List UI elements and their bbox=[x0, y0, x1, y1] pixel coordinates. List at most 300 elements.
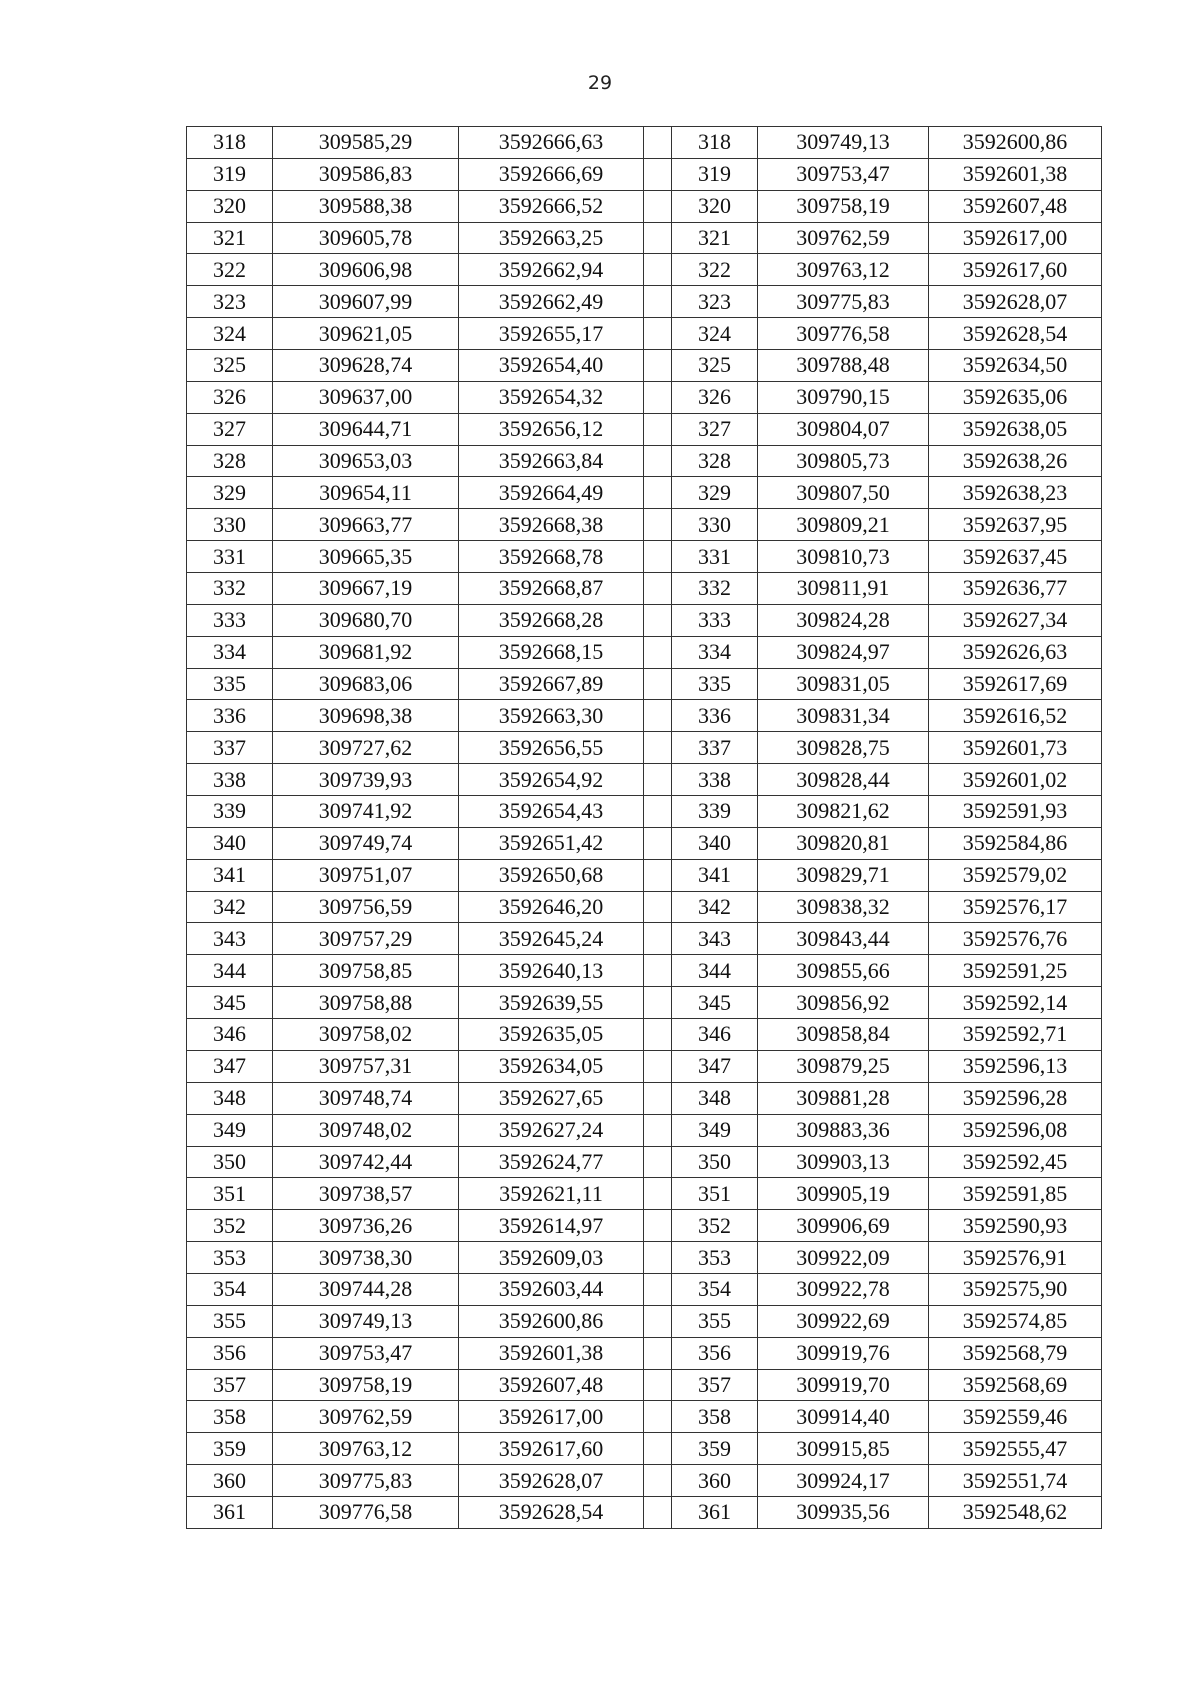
left-point-number: 357 bbox=[187, 1369, 273, 1401]
right-point-number: 328 bbox=[672, 445, 758, 477]
table-row bbox=[187, 254, 1102, 286]
right-y-coordinate: 3592584,86 bbox=[929, 827, 1102, 859]
left-point-number: 327 bbox=[187, 413, 273, 445]
coordinates-table bbox=[186, 126, 1102, 1529]
left-y-coordinate: 3592654,92 bbox=[459, 764, 644, 796]
right-point-number: 361 bbox=[672, 1496, 758, 1528]
table-row bbox=[187, 158, 1102, 190]
spacer-cell bbox=[644, 413, 672, 445]
left-y-coordinate: 3592621,11 bbox=[459, 1178, 644, 1210]
right-x-coordinate: 309805,73 bbox=[758, 445, 929, 477]
left-x-coordinate: 309637,00 bbox=[273, 381, 459, 413]
spacer-cell bbox=[644, 254, 672, 286]
spacer-cell bbox=[644, 1401, 672, 1433]
left-x-coordinate: 309758,88 bbox=[273, 987, 459, 1019]
right-x-coordinate: 309821,62 bbox=[758, 796, 929, 828]
right-point-number: 358 bbox=[672, 1401, 758, 1433]
table-row bbox=[187, 286, 1102, 318]
left-x-coordinate: 309585,29 bbox=[273, 127, 459, 159]
left-x-coordinate: 309762,59 bbox=[273, 1401, 459, 1433]
right-y-coordinate: 3592616,52 bbox=[929, 700, 1102, 732]
spacer-cell bbox=[644, 573, 672, 605]
left-x-coordinate: 309698,38 bbox=[273, 700, 459, 732]
left-point-number: 341 bbox=[187, 859, 273, 891]
right-x-coordinate: 309810,73 bbox=[758, 541, 929, 573]
left-y-coordinate: 3592639,55 bbox=[459, 987, 644, 1019]
right-x-coordinate: 309858,84 bbox=[758, 1019, 929, 1051]
left-x-coordinate: 309748,02 bbox=[273, 1114, 459, 1146]
spacer-cell bbox=[644, 158, 672, 190]
left-y-coordinate: 3592627,24 bbox=[459, 1114, 644, 1146]
table-row bbox=[187, 859, 1102, 891]
right-y-coordinate: 3592591,25 bbox=[929, 955, 1102, 987]
left-x-coordinate: 309738,30 bbox=[273, 1242, 459, 1274]
right-y-coordinate: 3592596,28 bbox=[929, 1082, 1102, 1114]
left-y-coordinate: 3592663,30 bbox=[459, 700, 644, 732]
right-x-coordinate: 309922,69 bbox=[758, 1305, 929, 1337]
left-x-coordinate: 309742,44 bbox=[273, 1146, 459, 1178]
right-y-coordinate: 3592591,93 bbox=[929, 796, 1102, 828]
left-x-coordinate: 309736,26 bbox=[273, 1210, 459, 1242]
table-row bbox=[187, 541, 1102, 573]
right-y-coordinate: 3592635,06 bbox=[929, 381, 1102, 413]
right-point-number: 337 bbox=[672, 732, 758, 764]
right-y-coordinate: 3592568,79 bbox=[929, 1337, 1102, 1369]
right-point-number: 335 bbox=[672, 668, 758, 700]
spacer-cell bbox=[644, 286, 672, 318]
left-point-number: 334 bbox=[187, 636, 273, 668]
right-y-coordinate: 3592579,02 bbox=[929, 859, 1102, 891]
left-x-coordinate: 309654,11 bbox=[273, 477, 459, 509]
spacer-cell bbox=[644, 381, 672, 413]
spacer-cell bbox=[644, 190, 672, 222]
table-row bbox=[187, 1369, 1102, 1401]
left-x-coordinate: 309751,07 bbox=[273, 859, 459, 891]
left-y-coordinate: 3592668,78 bbox=[459, 541, 644, 573]
table-row bbox=[187, 190, 1102, 222]
left-point-number: 319 bbox=[187, 158, 273, 190]
left-x-coordinate: 309665,35 bbox=[273, 541, 459, 573]
right-y-coordinate: 3592617,00 bbox=[929, 222, 1102, 254]
table-row bbox=[187, 1273, 1102, 1305]
table-row bbox=[187, 573, 1102, 605]
left-y-coordinate: 3592662,94 bbox=[459, 254, 644, 286]
right-point-number: 342 bbox=[672, 891, 758, 923]
table-row bbox=[187, 1305, 1102, 1337]
right-x-coordinate: 309762,59 bbox=[758, 222, 929, 254]
left-x-coordinate: 309681,92 bbox=[273, 636, 459, 668]
table-row bbox=[187, 604, 1102, 636]
right-y-coordinate: 3592617,60 bbox=[929, 254, 1102, 286]
left-point-number: 340 bbox=[187, 827, 273, 859]
right-y-coordinate: 3592601,38 bbox=[929, 158, 1102, 190]
table-row bbox=[187, 764, 1102, 796]
left-point-number: 359 bbox=[187, 1433, 273, 1465]
spacer-cell bbox=[644, 1146, 672, 1178]
left-point-number: 361 bbox=[187, 1496, 273, 1528]
left-y-coordinate: 3592645,24 bbox=[459, 923, 644, 955]
left-y-coordinate: 3592655,17 bbox=[459, 318, 644, 350]
right-x-coordinate: 309790,15 bbox=[758, 381, 929, 413]
right-y-coordinate: 3592548,62 bbox=[929, 1496, 1102, 1528]
right-x-coordinate: 309914,40 bbox=[758, 1401, 929, 1433]
right-point-number: 351 bbox=[672, 1178, 758, 1210]
spacer-cell bbox=[644, 604, 672, 636]
left-y-coordinate: 3592617,00 bbox=[459, 1401, 644, 1433]
spacer-cell bbox=[644, 127, 672, 159]
right-y-coordinate: 3592596,13 bbox=[929, 1050, 1102, 1082]
left-y-coordinate: 3592654,40 bbox=[459, 350, 644, 382]
right-point-number: 353 bbox=[672, 1242, 758, 1274]
spacer-cell bbox=[644, 923, 672, 955]
left-point-number: 339 bbox=[187, 796, 273, 828]
right-y-coordinate: 3592576,91 bbox=[929, 1242, 1102, 1274]
spacer-cell bbox=[644, 1496, 672, 1528]
left-x-coordinate: 309744,28 bbox=[273, 1273, 459, 1305]
right-point-number: 339 bbox=[672, 796, 758, 828]
right-x-coordinate: 309824,97 bbox=[758, 636, 929, 668]
right-point-number: 321 bbox=[672, 222, 758, 254]
left-point-number: 350 bbox=[187, 1146, 273, 1178]
spacer-cell bbox=[644, 1178, 672, 1210]
right-x-coordinate: 309922,09 bbox=[758, 1242, 929, 1274]
left-x-coordinate: 309763,12 bbox=[273, 1433, 459, 1465]
left-point-number: 353 bbox=[187, 1242, 273, 1274]
right-x-coordinate: 309922,78 bbox=[758, 1273, 929, 1305]
left-point-number: 348 bbox=[187, 1082, 273, 1114]
table-row bbox=[187, 1178, 1102, 1210]
table-row bbox=[187, 1082, 1102, 1114]
spacer-cell bbox=[644, 636, 672, 668]
table-row bbox=[187, 987, 1102, 1019]
left-y-coordinate: 3592609,03 bbox=[459, 1242, 644, 1274]
right-y-coordinate: 3592574,85 bbox=[929, 1305, 1102, 1337]
table-row bbox=[187, 668, 1102, 700]
left-point-number: 328 bbox=[187, 445, 273, 477]
right-y-coordinate: 3592591,85 bbox=[929, 1178, 1102, 1210]
spacer-cell bbox=[644, 1337, 672, 1369]
table-row bbox=[187, 1050, 1102, 1082]
spacer-cell bbox=[644, 477, 672, 509]
spacer-cell bbox=[644, 1019, 672, 1051]
table-row bbox=[187, 509, 1102, 541]
left-x-coordinate: 309775,83 bbox=[273, 1465, 459, 1497]
right-point-number: 360 bbox=[672, 1465, 758, 1497]
right-x-coordinate: 309763,12 bbox=[758, 254, 929, 286]
left-point-number: 345 bbox=[187, 987, 273, 1019]
right-point-number: 327 bbox=[672, 413, 758, 445]
table-row bbox=[187, 796, 1102, 828]
left-x-coordinate: 309757,29 bbox=[273, 923, 459, 955]
left-y-coordinate: 3592666,69 bbox=[459, 158, 644, 190]
left-x-coordinate: 309738,57 bbox=[273, 1178, 459, 1210]
spacer-cell bbox=[644, 796, 672, 828]
left-x-coordinate: 309758,19 bbox=[273, 1369, 459, 1401]
right-x-coordinate: 309855,66 bbox=[758, 955, 929, 987]
right-point-number: 320 bbox=[672, 190, 758, 222]
left-point-number: 347 bbox=[187, 1050, 273, 1082]
right-y-coordinate: 3592638,23 bbox=[929, 477, 1102, 509]
left-point-number: 351 bbox=[187, 1178, 273, 1210]
right-x-coordinate: 309843,44 bbox=[758, 923, 929, 955]
right-x-coordinate: 309905,19 bbox=[758, 1178, 929, 1210]
left-x-coordinate: 309667,19 bbox=[273, 573, 459, 605]
left-y-coordinate: 3592651,42 bbox=[459, 827, 644, 859]
right-x-coordinate: 309906,69 bbox=[758, 1210, 929, 1242]
right-x-coordinate: 309776,58 bbox=[758, 318, 929, 350]
left-point-number: 331 bbox=[187, 541, 273, 573]
right-point-number: 347 bbox=[672, 1050, 758, 1082]
right-point-number: 345 bbox=[672, 987, 758, 1019]
right-x-coordinate: 309919,70 bbox=[758, 1369, 929, 1401]
left-y-coordinate: 3592654,43 bbox=[459, 796, 644, 828]
right-y-coordinate: 3592592,45 bbox=[929, 1146, 1102, 1178]
right-x-coordinate: 309788,48 bbox=[758, 350, 929, 382]
right-point-number: 349 bbox=[672, 1114, 758, 1146]
right-x-coordinate: 309775,83 bbox=[758, 286, 929, 318]
left-y-coordinate: 3592628,54 bbox=[459, 1496, 644, 1528]
left-point-number: 344 bbox=[187, 955, 273, 987]
left-x-coordinate: 309748,74 bbox=[273, 1082, 459, 1114]
right-x-coordinate: 309809,21 bbox=[758, 509, 929, 541]
right-x-coordinate: 309903,13 bbox=[758, 1146, 929, 1178]
left-x-coordinate: 309749,13 bbox=[273, 1305, 459, 1337]
left-x-coordinate: 309663,77 bbox=[273, 509, 459, 541]
left-point-number: 356 bbox=[187, 1337, 273, 1369]
right-point-number: 341 bbox=[672, 859, 758, 891]
left-x-coordinate: 309756,59 bbox=[273, 891, 459, 923]
left-x-coordinate: 309605,78 bbox=[273, 222, 459, 254]
left-point-number: 335 bbox=[187, 668, 273, 700]
left-x-coordinate: 309753,47 bbox=[273, 1337, 459, 1369]
right-x-coordinate: 309856,92 bbox=[758, 987, 929, 1019]
left-x-coordinate: 309683,06 bbox=[273, 668, 459, 700]
left-x-coordinate: 309588,38 bbox=[273, 190, 459, 222]
right-point-number: 357 bbox=[672, 1369, 758, 1401]
right-x-coordinate: 309924,17 bbox=[758, 1465, 929, 1497]
table-row bbox=[187, 1465, 1102, 1497]
left-y-coordinate: 3592635,05 bbox=[459, 1019, 644, 1051]
table-row bbox=[187, 477, 1102, 509]
table-row bbox=[187, 1210, 1102, 1242]
left-y-coordinate: 3592663,84 bbox=[459, 445, 644, 477]
left-x-coordinate: 309628,74 bbox=[273, 350, 459, 382]
left-point-number: 322 bbox=[187, 254, 273, 286]
left-x-coordinate: 309741,92 bbox=[273, 796, 459, 828]
spacer-cell bbox=[644, 1210, 672, 1242]
right-x-coordinate: 309804,07 bbox=[758, 413, 929, 445]
right-y-coordinate: 3592628,07 bbox=[929, 286, 1102, 318]
right-y-coordinate: 3592576,76 bbox=[929, 923, 1102, 955]
right-x-coordinate: 309753,47 bbox=[758, 158, 929, 190]
table-row bbox=[187, 923, 1102, 955]
right-y-coordinate: 3592551,74 bbox=[929, 1465, 1102, 1497]
right-point-number: 338 bbox=[672, 764, 758, 796]
left-x-coordinate: 309758,85 bbox=[273, 955, 459, 987]
right-x-coordinate: 309828,75 bbox=[758, 732, 929, 764]
spacer-cell bbox=[644, 1242, 672, 1274]
left-x-coordinate: 309606,98 bbox=[273, 254, 459, 286]
left-x-coordinate: 309749,74 bbox=[273, 827, 459, 859]
spacer-cell bbox=[644, 1050, 672, 1082]
right-point-number: 356 bbox=[672, 1337, 758, 1369]
right-y-coordinate: 3592617,69 bbox=[929, 668, 1102, 700]
spacer-cell bbox=[644, 700, 672, 732]
table-row bbox=[187, 1337, 1102, 1369]
right-x-coordinate: 309758,19 bbox=[758, 190, 929, 222]
left-point-number: 321 bbox=[187, 222, 273, 254]
right-point-number: 336 bbox=[672, 700, 758, 732]
table-row bbox=[187, 1019, 1102, 1051]
left-point-number: 333 bbox=[187, 604, 273, 636]
left-point-number: 318 bbox=[187, 127, 273, 159]
left-y-coordinate: 3592617,60 bbox=[459, 1433, 644, 1465]
right-point-number: 331 bbox=[672, 541, 758, 573]
right-x-coordinate: 309838,32 bbox=[758, 891, 929, 923]
left-y-coordinate: 3592650,68 bbox=[459, 859, 644, 891]
left-y-coordinate: 3592627,65 bbox=[459, 1082, 644, 1114]
right-point-number: 326 bbox=[672, 381, 758, 413]
left-y-coordinate: 3592662,49 bbox=[459, 286, 644, 318]
right-x-coordinate: 309811,91 bbox=[758, 573, 929, 605]
right-x-coordinate: 309879,25 bbox=[758, 1050, 929, 1082]
right-x-coordinate: 309749,13 bbox=[758, 127, 929, 159]
table-row bbox=[187, 222, 1102, 254]
right-x-coordinate: 309831,05 bbox=[758, 668, 929, 700]
left-x-coordinate: 309739,93 bbox=[273, 764, 459, 796]
spacer-cell bbox=[644, 445, 672, 477]
right-y-coordinate: 3592638,26 bbox=[929, 445, 1102, 477]
spacer-cell bbox=[644, 827, 672, 859]
right-point-number: 359 bbox=[672, 1433, 758, 1465]
right-point-number: 323 bbox=[672, 286, 758, 318]
left-point-number: 320 bbox=[187, 190, 273, 222]
right-y-coordinate: 3592592,71 bbox=[929, 1019, 1102, 1051]
left-x-coordinate: 309653,03 bbox=[273, 445, 459, 477]
right-y-coordinate: 3592601,02 bbox=[929, 764, 1102, 796]
spacer-cell bbox=[644, 1433, 672, 1465]
right-y-coordinate: 3592600,86 bbox=[929, 127, 1102, 159]
table-row bbox=[187, 445, 1102, 477]
left-point-number: 352 bbox=[187, 1210, 273, 1242]
right-x-coordinate: 309919,76 bbox=[758, 1337, 929, 1369]
right-y-coordinate: 3592576,17 bbox=[929, 891, 1102, 923]
right-y-coordinate: 3592637,95 bbox=[929, 509, 1102, 541]
left-point-number: 332 bbox=[187, 573, 273, 605]
right-y-coordinate: 3592575,90 bbox=[929, 1273, 1102, 1305]
right-point-number: 352 bbox=[672, 1210, 758, 1242]
right-point-number: 332 bbox=[672, 573, 758, 605]
right-x-coordinate: 309883,36 bbox=[758, 1114, 929, 1146]
right-point-number: 330 bbox=[672, 509, 758, 541]
left-point-number: 337 bbox=[187, 732, 273, 764]
table-row bbox=[187, 1242, 1102, 1274]
right-x-coordinate: 309828,44 bbox=[758, 764, 929, 796]
spacer-cell bbox=[644, 668, 672, 700]
table-row bbox=[187, 891, 1102, 923]
table-row bbox=[187, 1146, 1102, 1178]
left-point-number: 338 bbox=[187, 764, 273, 796]
right-y-coordinate: 3592559,46 bbox=[929, 1401, 1102, 1433]
table-row bbox=[187, 1433, 1102, 1465]
left-point-number: 346 bbox=[187, 1019, 273, 1051]
table-row bbox=[187, 636, 1102, 668]
left-y-coordinate: 3592601,38 bbox=[459, 1337, 644, 1369]
left-y-coordinate: 3592603,44 bbox=[459, 1273, 644, 1305]
spacer-cell bbox=[644, 350, 672, 382]
table-row bbox=[187, 827, 1102, 859]
right-y-coordinate: 3592626,63 bbox=[929, 636, 1102, 668]
right-point-number: 318 bbox=[672, 127, 758, 159]
left-x-coordinate: 309727,62 bbox=[273, 732, 459, 764]
spacer-cell bbox=[644, 987, 672, 1019]
right-y-coordinate: 3592568,69 bbox=[929, 1369, 1102, 1401]
right-x-coordinate: 309820,81 bbox=[758, 827, 929, 859]
right-point-number: 350 bbox=[672, 1146, 758, 1178]
left-y-coordinate: 3592656,12 bbox=[459, 413, 644, 445]
left-y-coordinate: 3592667,89 bbox=[459, 668, 644, 700]
right-y-coordinate: 3592555,47 bbox=[929, 1433, 1102, 1465]
right-y-coordinate: 3592638,05 bbox=[929, 413, 1102, 445]
left-y-coordinate: 3592614,97 bbox=[459, 1210, 644, 1242]
table-row bbox=[187, 350, 1102, 382]
right-y-coordinate: 3592592,14 bbox=[929, 987, 1102, 1019]
left-point-number: 360 bbox=[187, 1465, 273, 1497]
table-row bbox=[187, 381, 1102, 413]
spacer-cell bbox=[644, 509, 672, 541]
right-y-coordinate: 3592590,93 bbox=[929, 1210, 1102, 1242]
table-row bbox=[187, 955, 1102, 987]
left-y-coordinate: 3592654,32 bbox=[459, 381, 644, 413]
right-point-number: 340 bbox=[672, 827, 758, 859]
left-point-number: 323 bbox=[187, 286, 273, 318]
left-point-number: 325 bbox=[187, 350, 273, 382]
left-point-number: 349 bbox=[187, 1114, 273, 1146]
right-point-number: 354 bbox=[672, 1273, 758, 1305]
left-point-number: 342 bbox=[187, 891, 273, 923]
right-point-number: 333 bbox=[672, 604, 758, 636]
right-point-number: 322 bbox=[672, 254, 758, 286]
left-x-coordinate: 309776,58 bbox=[273, 1496, 459, 1528]
table-row bbox=[187, 413, 1102, 445]
left-y-coordinate: 3592668,87 bbox=[459, 573, 644, 605]
right-x-coordinate: 309829,71 bbox=[758, 859, 929, 891]
right-point-number: 348 bbox=[672, 1082, 758, 1114]
left-point-number: 358 bbox=[187, 1401, 273, 1433]
right-x-coordinate: 309807,50 bbox=[758, 477, 929, 509]
left-y-coordinate: 3592668,38 bbox=[459, 509, 644, 541]
left-y-coordinate: 3592607,48 bbox=[459, 1369, 644, 1401]
left-y-coordinate: 3592668,15 bbox=[459, 636, 644, 668]
left-y-coordinate: 3592656,55 bbox=[459, 732, 644, 764]
right-y-coordinate: 3592634,50 bbox=[929, 350, 1102, 382]
spacer-cell bbox=[644, 1465, 672, 1497]
spacer-cell bbox=[644, 732, 672, 764]
right-y-coordinate: 3592628,54 bbox=[929, 318, 1102, 350]
right-x-coordinate: 309831,34 bbox=[758, 700, 929, 732]
spacer-cell bbox=[644, 1114, 672, 1146]
left-x-coordinate: 309757,31 bbox=[273, 1050, 459, 1082]
left-y-coordinate: 3592646,20 bbox=[459, 891, 644, 923]
left-y-coordinate: 3592624,77 bbox=[459, 1146, 644, 1178]
spacer-cell bbox=[644, 222, 672, 254]
left-y-coordinate: 3592600,86 bbox=[459, 1305, 644, 1337]
spacer-cell bbox=[644, 891, 672, 923]
left-point-number: 330 bbox=[187, 509, 273, 541]
left-x-coordinate: 309680,70 bbox=[273, 604, 459, 636]
right-x-coordinate: 309935,56 bbox=[758, 1496, 929, 1528]
left-x-coordinate: 309644,71 bbox=[273, 413, 459, 445]
